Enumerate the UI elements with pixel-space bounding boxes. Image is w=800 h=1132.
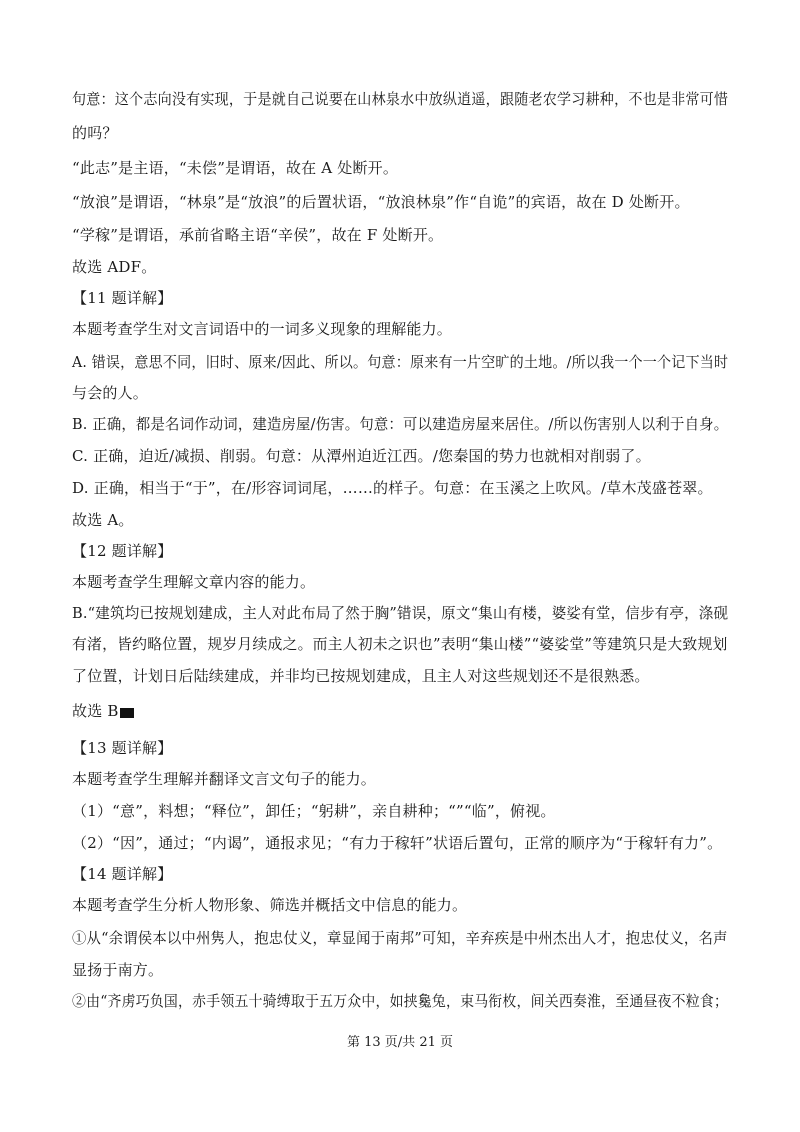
- text-line: A. 错误，意思不同，旧时、原来/因此、所以。句意：原来有一片空旷的土地。/所以我一个一个记下当时: [72, 353, 729, 371]
- text-line: D. 正确，相当于“于”，在/形容词词尾，……的样子。句意：在玉溪之上吹风。/草木茂盛苍翠。: [72, 479, 713, 497]
- section-heading: 【14 题详解】: [72, 865, 173, 883]
- text-line: C. 正确，迫近/减损、削弱。句意：从潭州迫近江西。/您秦国的势力也就相对削弱了。: [72, 447, 651, 465]
- text-line: 有渚，皆约略位置，规岁月续成之。而主人初未之识也”表明“集山楼”“婆娑堂”等建筑只是大致规划: [72, 635, 728, 653]
- text-line: （1）“意”，料想；“释位”，卸任；“躬耕”，亲自耕种；“”“临”，俯视。: [72, 802, 556, 820]
- text-line: 显扬于南方。: [72, 961, 164, 979]
- text-line: 本题考查学生理解文章内容的能力。: [72, 573, 316, 591]
- text-line: B.“建筑均已按规划建成，主人对此布局了然于胸”错误，原文“集山有楼，婆娑有堂，信步有亭，涤砚: [72, 604, 729, 622]
- text-line: 与会的人。: [72, 384, 149, 402]
- text-line: B. 正确，都是名词作动词，建造房屋/伤害。句意：可以建造房屋来居住。/所以伤害别人以利于自身。: [72, 415, 729, 433]
- redaction-mark: [120, 708, 134, 718]
- section-heading: 【11 题详解】: [72, 289, 173, 307]
- section-heading: 【13 题详解】: [72, 739, 173, 757]
- text-line: “此志”是主语，“未偿”是谓语，故在 A 处断开。: [72, 159, 399, 177]
- text-line: 了位置，计划日后陆续建成，并非均已按规划建成，且主人对这些规划还不是很熟悉。: [72, 667, 650, 685]
- text-line: （2）“因”，通过；“内谒”，通报求见；“有力于稼轩”状语后置句，正常的顺序为“于稼轩有力”。: [72, 834, 723, 852]
- text-line: 本题考查学生对文言词语中的一词多义现象的理解能力。: [72, 320, 453, 338]
- answer-text: 故选 B: [72, 702, 119, 720]
- section-heading: 【12 题详解】: [72, 542, 173, 560]
- text-line: 故选 A。: [72, 511, 134, 529]
- text-line: “学稼”是谓语，承前省略主语“辛侯”，故在 F 处断开。: [72, 226, 444, 244]
- text-line: 的吗？: [72, 124, 118, 142]
- text-line: “放浪”是谓语，“林泉”是“放浪”的后置状语，“放浪林泉”作“自诡”的宾语，故在 D 处断开。: [72, 193, 690, 211]
- text-line: ①从“余谓侯本以中州隽人，抱忠仗义，章显闻于南邦”可知，辛弃疾是中州杰出人才，抱忠仗义，名声: [72, 929, 728, 947]
- text-line: 本题考查学生分析人物形象、筛选并概括文中信息的能力。: [72, 896, 468, 914]
- text-line: 句意：这个志向没有实现，于是就自己说要在山林泉水中放纵逍遥，跟随老农学习耕种，不也是非常可惜: [72, 90, 729, 108]
- page-footer: 第 13 页/共 21 页: [347, 1035, 453, 1050]
- text-line: [72, 701, 134, 721]
- text-line: 故选 ADF。: [72, 258, 157, 276]
- text-line: ②由“齐虏巧负国，赤手领五十骑缚取于五万众中，如挟毚兔，束马衔枚，间关西奏淮，至通昼夜不粒食；: [72, 992, 729, 1010]
- text-line: 本题考查学生理解并翻译文言文句子的能力。: [72, 770, 377, 788]
